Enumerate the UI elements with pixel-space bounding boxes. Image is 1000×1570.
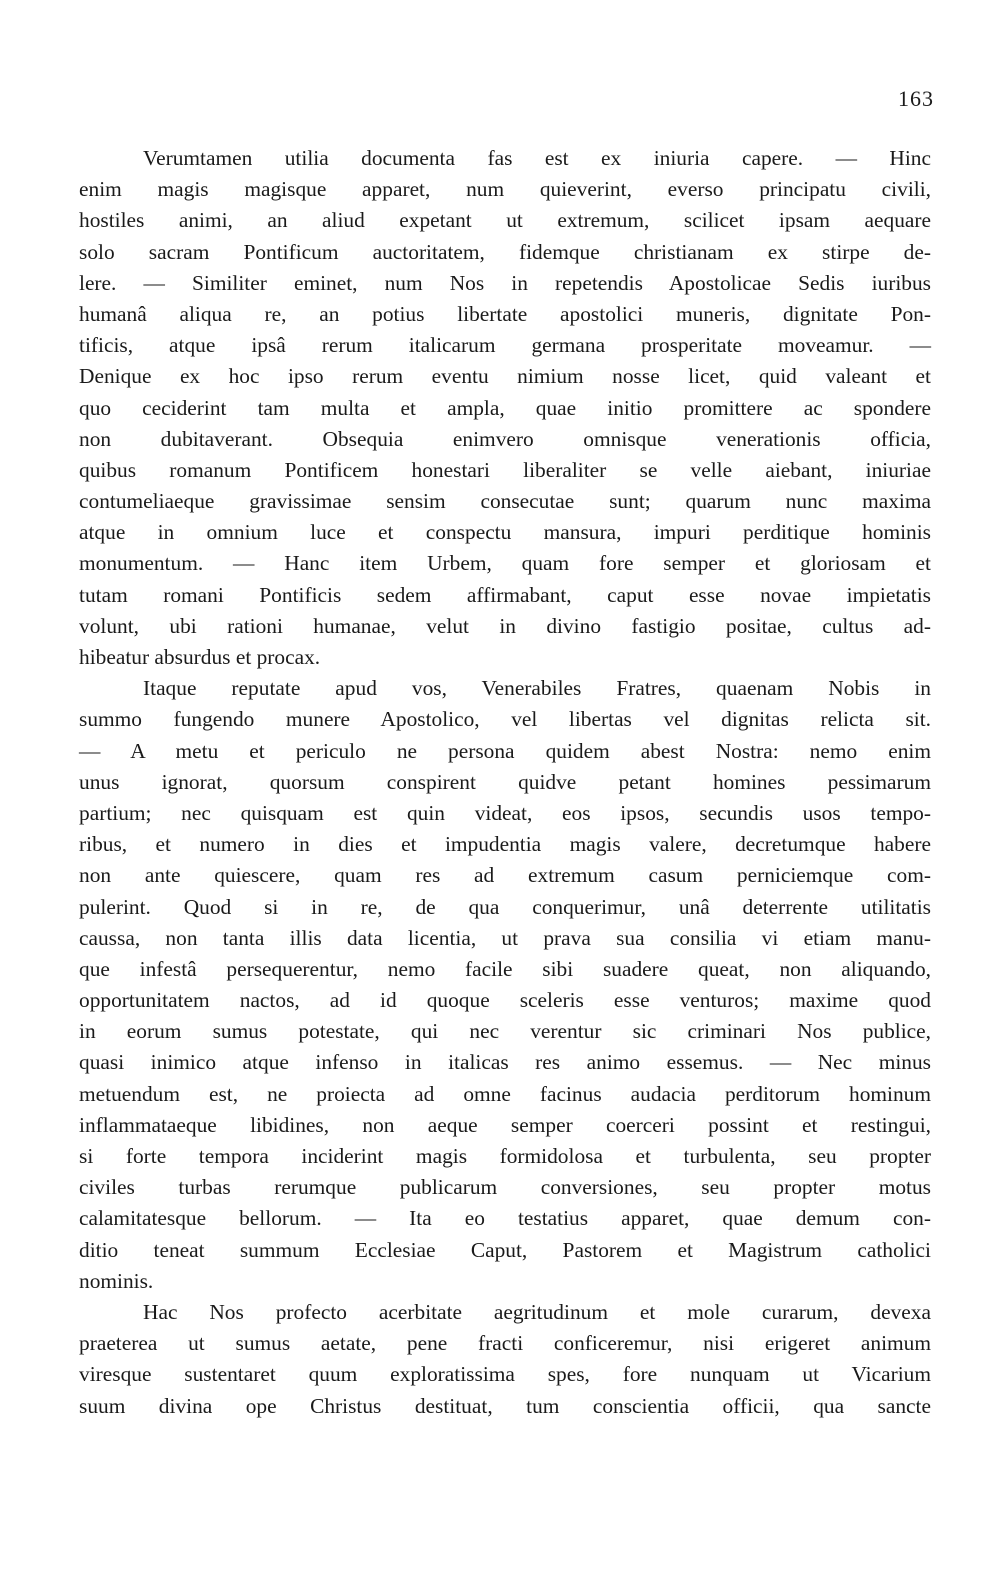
text-line: nominis. — [79, 1268, 154, 1293]
text-line: Denique ex hoc ipso rerum eventu nimium nosse licet, quid valeant et — [79, 364, 931, 389]
text-line: calamitatesque bellorum. — Ita eo testatius apparet, quae demum con- — [79, 1206, 931, 1231]
text-line: quo ceciderint tam multa et ampla, quae initio promittere ac spondere — [79, 395, 931, 420]
text-line: enim magis magisque apparet, num quieverint, everso principatu civili, — [79, 177, 931, 202]
text-line: ribus, et numero in dies et impudentia magis valere, decretumque habere — [79, 832, 931, 857]
page-number: 163 — [898, 86, 934, 111]
text-line: non ante quiescere, quam res ad extremum casum perniciemque com- — [79, 863, 931, 888]
text-line: quibus romanum Pontificem honestari liberaliter se velle aiebant, iniuriae — [79, 457, 931, 482]
text-line: viresque sustentaret quum exploratissima spes, fore nunquam ut Vicarium — [79, 1362, 931, 1387]
text-line: summo fungendo munere Apostolico, vel libertas vel dignitas relicta sit. — [79, 707, 931, 732]
text-line: tificis, atque ipsâ rerum italicarum germana prosperitate moveamur. — — [79, 333, 931, 358]
text-line: ditio teneat summum Ecclesiae Caput, Pastorem et Magistrum catholici — [79, 1237, 931, 1262]
text-line: Hac Nos profecto acerbitate aegritudinum et mole curarum, devexa — [143, 1299, 931, 1324]
text-line: hostiles animi, an aliud expetant ut extremum, scilicet ipsam aequare — [79, 208, 931, 233]
text-line: metuendum est, ne proiecta ad omne facinus audacia perditorum hominum — [79, 1081, 931, 1106]
text-line: — A metu et periculo ne persona quidem abest Nostra: nemo enim — [79, 738, 931, 763]
text-line: monumentum. — Hanc item Urbem, quam fore semper et gloriosam et — [79, 551, 931, 576]
text-line: civiles turbas rerumque publicarum conversiones, seu propter motus — [79, 1175, 931, 1200]
text-line: suum divina ope Christus destituat, tum conscientia officii, qua sancte — [79, 1393, 931, 1418]
text-line: atque in omnium luce et conspectu mansura, impuri perditique hominis — [79, 520, 931, 545]
text-line: Verumtamen utilia documenta fas est ex iniuria capere. — Hinc — [143, 146, 931, 170]
text-line: hibeatur absurdus et procax. — [79, 645, 321, 669]
text-line: praeterea ut sumus aetate, pene fracti conficeremur, nisi erigeret animum — [79, 1331, 931, 1356]
text-line: solo sacram Pontificum auctoritatem, fidemque christianam ex stirpe de- — [79, 239, 931, 264]
text-line: partium; nec quisquam est quin videat, eos ipsos, secundis usos tempo- — [79, 800, 931, 825]
text-line: contumeliaeque gravissimae sensim consecutae sunt; quarum nunc maxima — [79, 489, 931, 514]
text-line: in eorum sumus potestate, qui nec verentur sic criminari Nos publice, — [79, 1019, 931, 1044]
text-line: pulerint. Quod si in re, de qua conquerimur, unâ deterrente utilitatis — [79, 894, 931, 919]
text-line: Itaque reputate apud vos, Venerabiles Fratres, quaenam Nobis in — [143, 676, 931, 701]
text-line: unus ignorat, quorsum conspirent quidve petant homines pessimarum — [79, 769, 931, 794]
text-line: volunt, ubi rationi humanae, velut in divino fastigio positae, cultus ad- — [79, 613, 931, 638]
text-line: opportunitatem nactos, ad id quoque sceleris esse venturos; maxime quod — [79, 988, 931, 1013]
text-line: tutam romani Pontificis sedem affirmabant, caput esse novae impietatis — [79, 582, 931, 607]
text-line: humanâ aliqua re, an potius libertate apostolici muneris, dignitate Pon- — [79, 301, 931, 326]
text-line: quasi inimico atque infenso in italicas res animo essemus. — Nec minus — [79, 1050, 931, 1075]
text-line: que infestâ persequerentur, nemo facile sibi suadere queat, non aliquando, — [79, 956, 931, 981]
body-text — [79, 143, 931, 1422]
text-line: caussa, non tanta illis data licentia, ut prava sua consilia vi etiam manu- — [79, 925, 931, 950]
text-line: lere. — Similiter eminet, num Nos in repetendis Apostolicae Sedis iuribus — [79, 270, 931, 295]
text-line: inflammataeque libidines, non aeque semper coerceri possint et restingui, — [79, 1112, 931, 1137]
text-line: non dubitaverant. Obsequia enimvero omnisque venerationis officia, — [79, 426, 931, 451]
text-line: si forte tempora inciderint magis formidolosa et turbulenta, seu propter — [79, 1144, 931, 1168]
